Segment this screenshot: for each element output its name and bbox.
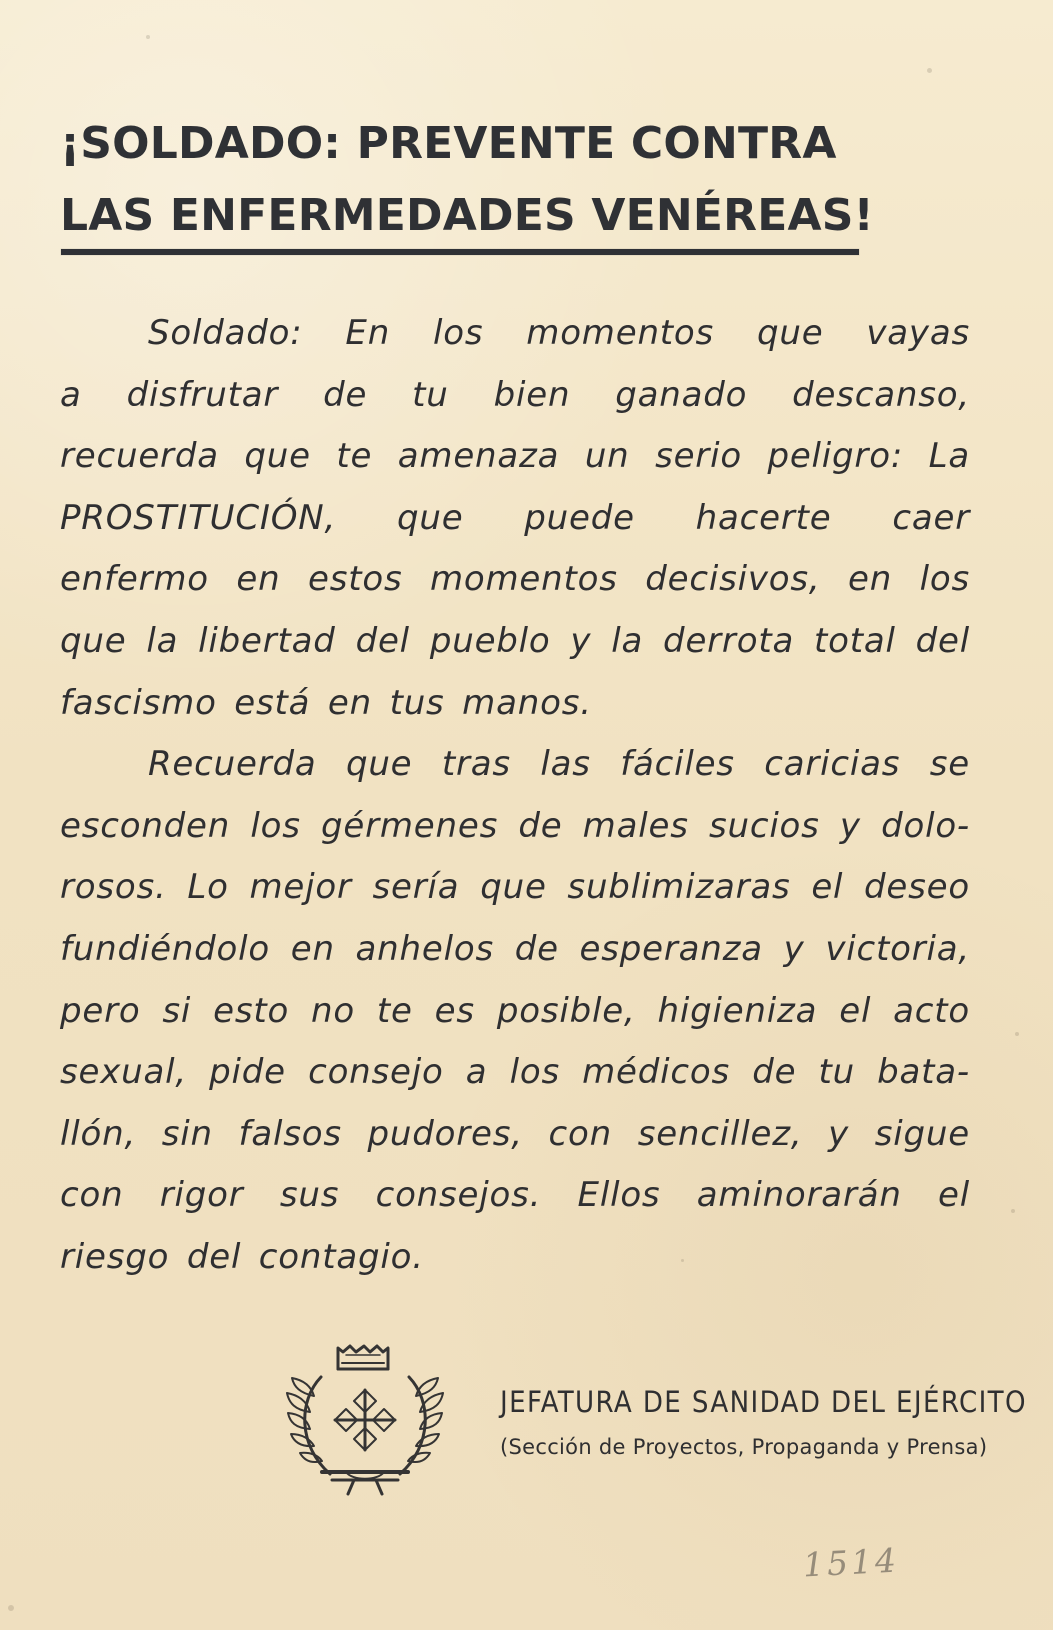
body-line: PROSTITUCIÓN, que puede hacerte caer bbox=[60, 497, 970, 538]
paper-speck bbox=[1015, 1032, 1019, 1036]
body-line: a disfrutar de tu bien ganado descanso, bbox=[60, 374, 970, 415]
document-body bbox=[60, 303, 970, 1289]
body-line: sexual, pide consejo a los médicos de tu bata- bbox=[60, 1052, 970, 1093]
body-line: esconden los gérmenes de males sucios y dolo- bbox=[60, 805, 970, 846]
issuing-office bbox=[500, 1382, 1027, 1462]
military-health-emblem-icon bbox=[280, 1343, 450, 1501]
title-divider bbox=[61, 249, 859, 255]
body-line: que la libertad del pueblo y la derrota total del bbox=[60, 620, 970, 661]
body-line: Soldado: En los momentos que vayas bbox=[148, 313, 970, 353]
paper-speck bbox=[927, 68, 932, 73]
title-line-1: ¡SOLDADO: PREVENTE CONTRA bbox=[60, 118, 837, 169]
organization-name: JEFATURA DE SANIDAD DEL EJÉRCITO bbox=[500, 1385, 1027, 1419]
paper-speck bbox=[1011, 1209, 1015, 1213]
organization-section: (Sección de Proyectos, Propaganda y Prensa) bbox=[500, 1435, 988, 1459]
body-line: enfermo en estos momentos decisivos, en los bbox=[60, 559, 970, 600]
body-line: pero si esto no te es posible, higieniza el acto bbox=[60, 990, 970, 1031]
handwritten-note: 1514 bbox=[802, 1540, 900, 1585]
body-line: riesgo del contagio. bbox=[60, 1236, 424, 1277]
paper-speck bbox=[8, 1605, 14, 1611]
paper-speck bbox=[146, 35, 150, 39]
body-line: rosos. Lo mejor sería que sublimizaras el deseo bbox=[60, 867, 970, 908]
paper-speck bbox=[681, 1259, 684, 1262]
body-line: Recuerda que tras las fáciles caricias se bbox=[148, 744, 970, 785]
body-line: con rigor sus consejos. Ellos aminorarán el bbox=[60, 1175, 970, 1216]
body-line: fascismo está en tus manos. bbox=[60, 682, 592, 723]
body-line: recuerda que te amenaza un serio peligro: La bbox=[60, 436, 970, 477]
title-line-2: LAS ENFERMEDADES VENÉREAS! bbox=[60, 190, 874, 241]
document-title bbox=[60, 108, 874, 252]
body-line: llón, sin falsos pudores, con sencillez, y sigue bbox=[60, 1113, 970, 1154]
body-line: fundiéndolo en anhelos de esperanza y victoria, bbox=[60, 928, 970, 969]
